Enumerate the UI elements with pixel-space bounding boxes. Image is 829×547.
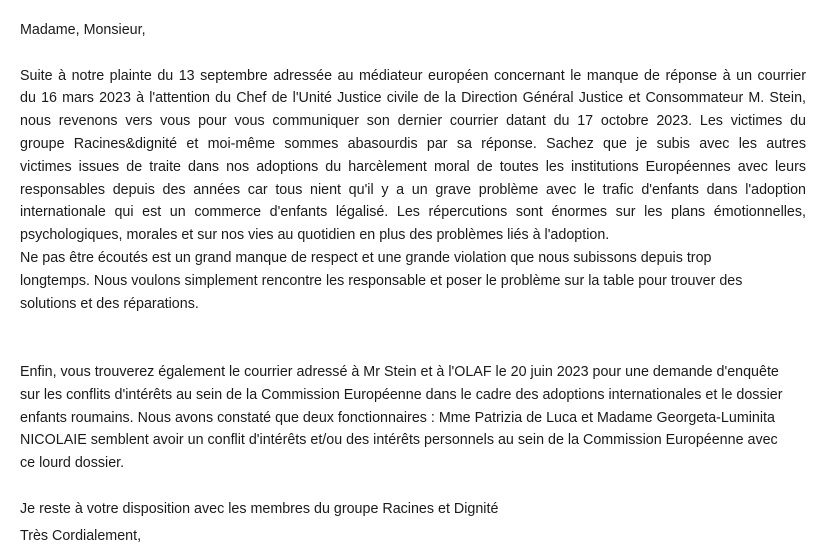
paragraph-line: victimes issues de traite dans nos adoptions du harcèlement moral de toutes les institutions Européennes avec leurs — [20, 158, 806, 175]
paragraph-line: longtemps. Nous voulons simplement rencontre les responsable et poser le problème sur la table pour trouver des — [20, 272, 743, 289]
paragraph-spacer — [20, 315, 806, 361]
paragraph-olaf — [20, 361, 806, 475]
salutation: Madame, Monsieur, — [20, 22, 146, 38]
paragraph-spacer — [20, 475, 806, 498]
letter-body — [20, 19, 806, 547]
paragraph-line: Ne pas être écoutés est un grand manque de respect et une grande violation que nous subissons depuis trop — [20, 249, 712, 266]
paragraph-line: solutions et des réparations. — [20, 295, 199, 312]
paragraph-line: du 16 mars 2023 à l'attention du Chef de l'Unité Justice civile de la Direction Général Justice et Consommateur M. Stein, — [20, 90, 806, 107]
paragraph-line: responsables depuis des années car tous nient qu'il y a un grave problème avec le trafic d'enfants dans l'adoption — [20, 181, 806, 198]
paragraph-line: internationale qui est un commerce d'enfants légalisé. Les répercutions sont énormes sur les plans émotionnelles, — [20, 204, 806, 221]
paragraph-line: sur les conflits d'intérêts au sein de la Commission Européenne dans le cadre des adoptions internationales et le dossier — [20, 386, 783, 403]
paragraph-line: groupe Racines&dignité et moi-même sommes abasourdis par sa réponse. Sachez que je subis avec les autres — [20, 135, 806, 152]
closing-line: Je reste à votre disposition avec les membres du groupe Racines et Dignité — [20, 500, 499, 517]
paragraph-line: nous revenons vers vous pour vous communiquer son dernier courrier datant du 17 octobre 2023. Les victimes du — [20, 113, 806, 130]
paragraph-line: psychologiques, morales et sur nos vies au quotidien en plus des problèmes liés à l'adoption. — [20, 227, 610, 244]
paragraph-respect — [20, 247, 806, 315]
paragraph-line: enfants roumains. Nous avons constaté que deux fonctionnaires : Mme Patrizia de Luca et Madame Georgeta-Luminita — [20, 409, 775, 426]
paragraph-spacer — [20, 42, 806, 65]
paragraph-line: Enfin, vous trouverez également le courrier adressé à Mr Stein et à l'OLAF le 20 juin 2023 pour une demande d'enquête — [20, 363, 779, 380]
sign-off: Très Cordialement, — [20, 527, 142, 544]
paragraph-line: NICOLAIE semblent avoir un conflit d'intérêts et/ou des intérêts personnels au sein de la Commission Européenne avec — [20, 432, 778, 449]
paragraph-line: Suite à notre plainte du 13 septembre adressée au médiateur européen concernant le manque de réponse à un courrier — [20, 67, 806, 84]
paragraph-line: ce lourd dossier. — [20, 455, 125, 472]
paragraph-complaint — [20, 65, 806, 247]
